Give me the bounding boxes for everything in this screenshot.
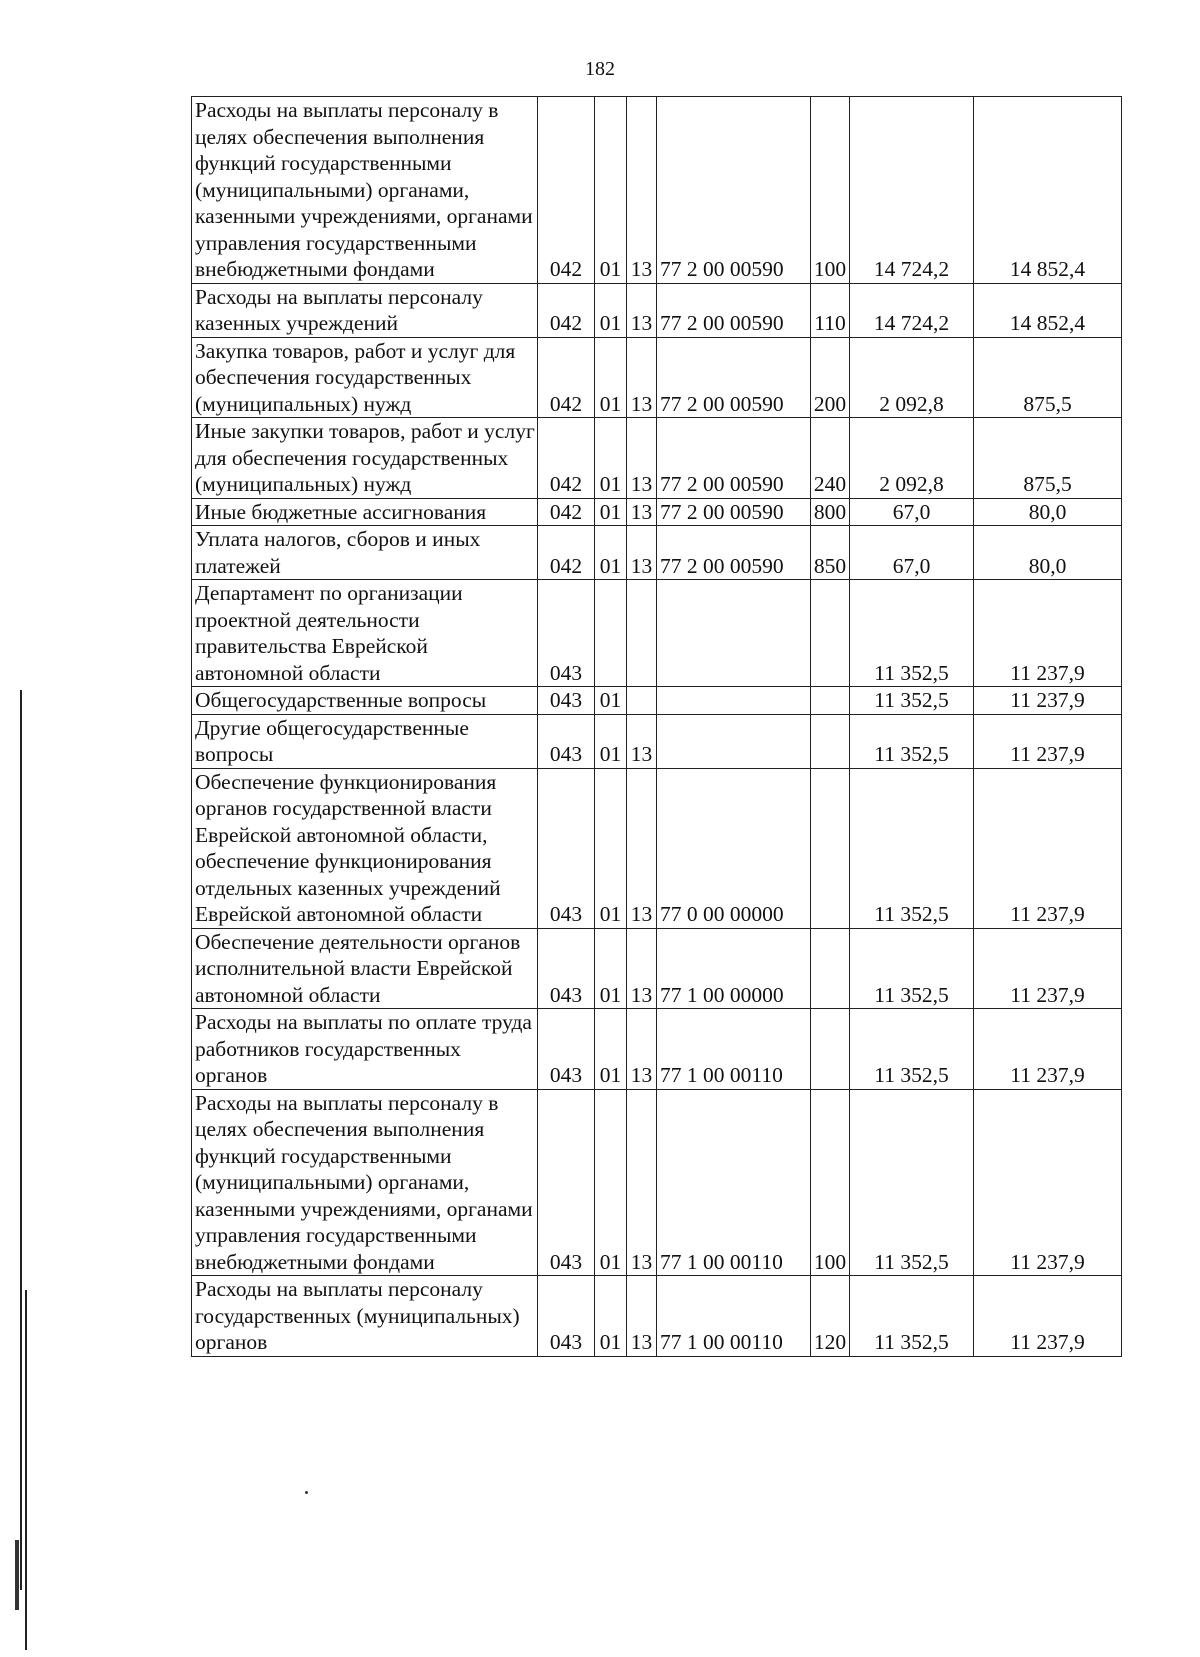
row-name-cell: Обеспечение деятельности органов исполнительной власти Еврейской автономной области bbox=[192, 928, 538, 1009]
ved-code-cell: 042 bbox=[538, 283, 595, 337]
table-row bbox=[192, 687, 1122, 715]
table-row bbox=[192, 498, 1122, 526]
target-article-cell: 77 1 00 00110 bbox=[657, 1089, 811, 1276]
section-code-cell: 01 bbox=[595, 1089, 627, 1276]
amount-year2-cell: 11 237,9 bbox=[974, 928, 1122, 1009]
amount-year2-cell: 11 237,9 bbox=[974, 1276, 1122, 1357]
amount-year1-cell: 14 724,2 bbox=[850, 283, 974, 337]
subsection-code-cell: 13 bbox=[627, 337, 657, 418]
ved-code-cell: 043 bbox=[538, 687, 595, 715]
expense-type-cell bbox=[811, 768, 850, 928]
subsection-code-cell: 13 bbox=[627, 1276, 657, 1357]
row-name-cell: Расходы на выплаты персоналу в целях обеспечения выполнения функций государственными (муниципальными) органами, казенными учреждениями, органами управления государственными внебюджетными фондами bbox=[192, 1089, 538, 1276]
table-row bbox=[192, 1089, 1122, 1276]
amount-year2-cell: 14 852,4 bbox=[974, 283, 1122, 337]
subsection-code-cell: 13 bbox=[627, 1089, 657, 1276]
ved-code-cell: 043 bbox=[538, 1089, 595, 1276]
budget-table bbox=[191, 96, 1122, 1357]
target-article-cell: 77 2 00 00590 bbox=[657, 97, 811, 284]
row-name-cell: Закупка товаров, работ и услуг для обеспечения государственных (муниципальных) нужд bbox=[192, 337, 538, 418]
target-article-cell bbox=[657, 714, 811, 768]
target-article-cell: 77 2 00 00590 bbox=[657, 337, 811, 418]
expense-type-cell: 850 bbox=[811, 526, 850, 580]
target-article-cell: 77 2 00 00590 bbox=[657, 498, 811, 526]
amount-year2-cell: 11 237,9 bbox=[974, 687, 1122, 715]
target-article-cell: 77 1 00 00110 bbox=[657, 1009, 811, 1090]
amount-year2-cell: 11 237,9 bbox=[974, 580, 1122, 687]
subsection-code-cell: 13 bbox=[627, 283, 657, 337]
section-code-cell: 01 bbox=[595, 1276, 627, 1357]
table-row bbox=[192, 1009, 1122, 1090]
amount-year1-cell: 11 352,5 bbox=[850, 714, 974, 768]
amount-year2-cell: 875,5 bbox=[974, 418, 1122, 499]
expense-type-cell: 100 bbox=[811, 1089, 850, 1276]
amount-year1-cell: 11 352,5 bbox=[850, 1089, 974, 1276]
expense-type-cell: 120 bbox=[811, 1276, 850, 1357]
expense-type-cell: 110 bbox=[811, 283, 850, 337]
expense-type-cell bbox=[811, 714, 850, 768]
target-article-cell: 77 2 00 00590 bbox=[657, 283, 811, 337]
amount-year1-cell: 14 724,2 bbox=[850, 97, 974, 284]
section-code-cell: 01 bbox=[595, 526, 627, 580]
expense-type-cell: 240 bbox=[811, 418, 850, 499]
amount-year2-cell: 11 237,9 bbox=[974, 768, 1122, 928]
row-name-cell: Расходы на выплаты персоналу государственных (муниципальных) органов bbox=[192, 1276, 538, 1357]
table-row bbox=[192, 580, 1122, 687]
amount-year1-cell: 11 352,5 bbox=[850, 580, 974, 687]
expense-type-cell bbox=[811, 687, 850, 715]
subsection-code-cell: 13 bbox=[627, 928, 657, 1009]
table-row bbox=[192, 1276, 1122, 1357]
expense-type-cell: 200 bbox=[811, 337, 850, 418]
amount-year1-cell: 2 092,8 bbox=[850, 418, 974, 499]
ved-code-cell: 042 bbox=[538, 526, 595, 580]
amount-year2-cell: 11 237,9 bbox=[974, 714, 1122, 768]
page-number: 182 bbox=[585, 58, 615, 80]
amount-year2-cell: 80,0 bbox=[974, 526, 1122, 580]
subsection-code-cell: 13 bbox=[627, 768, 657, 928]
table-body bbox=[192, 97, 1122, 1357]
amount-year1-cell: 11 352,5 bbox=[850, 768, 974, 928]
section-code-cell: 01 bbox=[595, 97, 627, 284]
amount-year2-cell: 11 237,9 bbox=[974, 1009, 1122, 1090]
amount-year2-cell: 875,5 bbox=[974, 337, 1122, 418]
table-row bbox=[192, 283, 1122, 337]
ved-code-cell: 042 bbox=[538, 97, 595, 284]
row-name-cell: Иные закупки товаров, работ и услуг для обеспечения государственных (муниципальных) нужд bbox=[192, 418, 538, 499]
section-code-cell: 01 bbox=[595, 418, 627, 499]
target-article-cell: 77 0 00 00000 bbox=[657, 768, 811, 928]
row-name-cell: Общегосударственные вопросы bbox=[192, 687, 538, 715]
section-code-cell bbox=[595, 580, 627, 687]
section-code-cell: 01 bbox=[595, 283, 627, 337]
ved-code-cell: 043 bbox=[538, 768, 595, 928]
section-code-cell: 01 bbox=[595, 337, 627, 418]
subsection-code-cell bbox=[627, 580, 657, 687]
target-article-cell: 77 2 00 00590 bbox=[657, 418, 811, 499]
row-name-cell: Расходы на выплаты персоналу казенных учреждений bbox=[192, 283, 538, 337]
expense-type-cell: 800 bbox=[811, 498, 850, 526]
ved-code-cell: 043 bbox=[538, 1276, 595, 1357]
amount-year1-cell: 2 092,8 bbox=[850, 337, 974, 418]
subsection-code-cell: 13 bbox=[627, 1009, 657, 1090]
table-row bbox=[192, 928, 1122, 1009]
table-row bbox=[192, 418, 1122, 499]
target-article-cell bbox=[657, 687, 811, 715]
expense-type-cell bbox=[811, 1009, 850, 1090]
target-article-cell: 77 1 00 00110 bbox=[657, 1276, 811, 1357]
amount-year1-cell: 11 352,5 bbox=[850, 928, 974, 1009]
subsection-code-cell: 13 bbox=[627, 498, 657, 526]
expense-type-cell bbox=[811, 580, 850, 687]
amount-year1-cell: 67,0 bbox=[850, 526, 974, 580]
row-name-cell: Обеспечение функционирования органов государственной власти Еврейской автономной области, обеспечение функционирования отдельных казенных учреждений Еврейской автономной области bbox=[192, 768, 538, 928]
section-code-cell: 01 bbox=[595, 687, 627, 715]
table-row bbox=[192, 97, 1122, 284]
target-article-cell bbox=[657, 580, 811, 687]
scan-margin-line bbox=[20, 690, 22, 1590]
ved-code-cell: 043 bbox=[538, 928, 595, 1009]
amount-year2-cell: 11 237,9 bbox=[974, 1089, 1122, 1276]
ved-code-cell: 043 bbox=[538, 714, 595, 768]
row-name-cell: Другие общегосударственные вопросы bbox=[192, 714, 538, 768]
ved-code-cell: 042 bbox=[538, 498, 595, 526]
subsection-code-cell: 13 bbox=[627, 714, 657, 768]
amount-year2-cell: 14 852,4 bbox=[974, 97, 1122, 284]
ved-code-cell: 043 bbox=[538, 1009, 595, 1090]
ved-code-cell: 042 bbox=[538, 418, 595, 499]
section-code-cell: 01 bbox=[595, 498, 627, 526]
subsection-code-cell: 13 bbox=[627, 97, 657, 284]
amount-year1-cell: 11 352,5 bbox=[850, 1009, 974, 1090]
amount-year1-cell: 67,0 bbox=[850, 498, 974, 526]
scan-speck bbox=[305, 1491, 308, 1494]
table-row bbox=[192, 768, 1122, 928]
ved-code-cell: 042 bbox=[538, 337, 595, 418]
row-name-cell: Расходы на выплаты по оплате труда работников государственных органов bbox=[192, 1009, 538, 1090]
row-name-cell: Департамент по организации проектной деятельности правительства Еврейской автономной области bbox=[192, 580, 538, 687]
section-code-cell: 01 bbox=[595, 714, 627, 768]
section-code-cell: 01 bbox=[595, 768, 627, 928]
ved-code-cell: 043 bbox=[538, 580, 595, 687]
expense-type-cell bbox=[811, 928, 850, 1009]
table-row bbox=[192, 714, 1122, 768]
amount-year1-cell: 11 352,5 bbox=[850, 687, 974, 715]
scan-margin-mark bbox=[15, 1540, 19, 1610]
table-row bbox=[192, 526, 1122, 580]
row-name-cell: Иные бюджетные ассигнования bbox=[192, 498, 538, 526]
subsection-code-cell: 13 bbox=[627, 526, 657, 580]
expense-type-cell: 100 bbox=[811, 97, 850, 284]
subsection-code-cell: 13 bbox=[627, 418, 657, 499]
row-name-cell: Уплата налогов, сборов и иных платежей bbox=[192, 526, 538, 580]
amount-year2-cell: 80,0 bbox=[974, 498, 1122, 526]
section-code-cell: 01 bbox=[595, 928, 627, 1009]
scan-margin-line bbox=[25, 1290, 27, 1650]
amount-year1-cell: 11 352,5 bbox=[850, 1276, 974, 1357]
table-row bbox=[192, 337, 1122, 418]
target-article-cell: 77 1 00 00000 bbox=[657, 928, 811, 1009]
section-code-cell: 01 bbox=[595, 1009, 627, 1090]
subsection-code-cell bbox=[627, 687, 657, 715]
target-article-cell: 77 2 00 00590 bbox=[657, 526, 811, 580]
row-name-cell: Расходы на выплаты персоналу в целях обеспечения выполнения функций государственными (муниципальными) органами, казенными учреждениями, органами управления государственными внебюджетными фондами bbox=[192, 97, 538, 284]
